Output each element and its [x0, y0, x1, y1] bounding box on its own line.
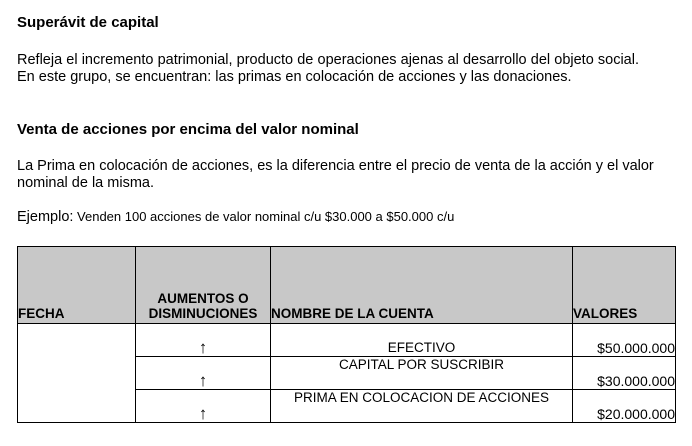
- account-value: $30.000.000: [573, 357, 676, 390]
- heading-superavit: Superávit de capital: [17, 14, 159, 31]
- up-arrow-icon: ↑: [136, 390, 271, 423]
- heading-venta-acciones: Venta de acciones por encima del valor nominal: [17, 121, 359, 138]
- header-cuenta: NOMBRE DE LA CUENTA: [271, 247, 573, 324]
- account-name: EFECTIVO: [271, 324, 573, 357]
- account-name: PRIMA EN COLOCACION DE ACCIONES: [271, 390, 573, 423]
- paragraph-prima: La Prima en colocación de acciones, es la diferencia entre el precio de venta de la acción y el valor nominal de la misma.: [17, 158, 654, 191]
- header-fecha: FECHA: [18, 247, 136, 324]
- table-header-row: [18, 247, 676, 324]
- header-aumentos-line1: AUMENTOS O: [157, 291, 249, 306]
- header-aumentos: [136, 247, 271, 324]
- example-line: [17, 209, 454, 225]
- accounting-table: [17, 246, 676, 423]
- fecha-cell: [18, 324, 136, 423]
- account-value: $50.000.000: [573, 324, 676, 357]
- up-arrow-icon: ↑: [136, 324, 271, 357]
- header-valores: VALORES: [573, 247, 676, 324]
- example-text: Venden 100 acciones de valor nominal c/u $30.000 a $50.000 c/u: [73, 209, 455, 224]
- account-value: $20.000.000: [573, 390, 676, 423]
- account-name: CAPITAL POR SUSCRIBIR: [271, 357, 573, 390]
- up-arrow-icon: ↑: [136, 357, 271, 390]
- example-label: Ejemplo:: [17, 209, 74, 225]
- header-aumentos-line2: DISMINUCIONES: [148, 306, 258, 321]
- table-row: [18, 324, 676, 357]
- paragraph-superavit: Refleja el incremento patrimonial, producto de operaciones ajenas al desarrollo del objeto social. En este grupo, se encuentran: las primas en colocación de acciones y las donaciones.: [17, 52, 639, 85]
